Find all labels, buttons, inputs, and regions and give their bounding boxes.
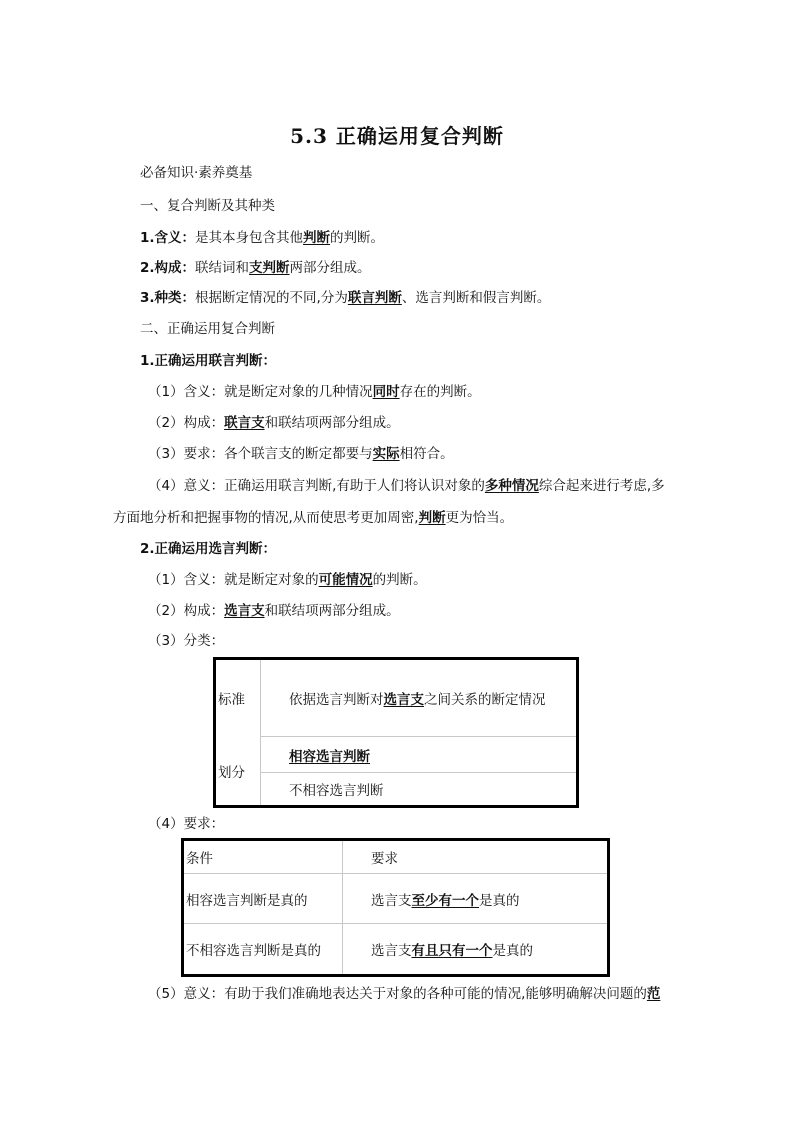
- classification-table: [213, 657, 579, 808]
- header-requirement: 要求: [371, 851, 398, 867]
- definition-text-end: 的判断。: [330, 230, 385, 246]
- row1-requirement-keyword: 至少有一个: [411, 892, 479, 909]
- disjunctive-heading: 2.正确运用选言判断：: [140, 541, 277, 557]
- kinds-label: 3.种类：: [140, 290, 196, 306]
- definition-keyword: 判断: [303, 230, 331, 246]
- section-header: 必备知识·素养奠基: [140, 165, 253, 181]
- conjunctive-requirement: （3）要求：各个联言支的断定都要与实际相符合。: [148, 446, 454, 462]
- standard-keyword: 选言支: [383, 692, 424, 708]
- heading-correct-use: 二、正确运用复合判断: [140, 321, 275, 337]
- definition-line: [140, 228, 384, 248]
- disjunctive-composition: （2）构成：选言支和联结项两部分组成。: [148, 603, 400, 619]
- composition-keyword: 支判断: [249, 260, 290, 276]
- kinds-text-end: 、选言判断和假言判断。: [401, 290, 551, 306]
- conjunctive-composition-keyword: 联言支: [224, 415, 265, 431]
- requirements-table: [181, 838, 610, 977]
- kinds-line: [140, 288, 550, 308]
- conjunctive-significance: （4）意义：正确运用联言判断,有助于人们将认识对象的多种情况综合起来进行考虑,多: [148, 478, 665, 494]
- disjunctive-definition-keyword: 可能情况: [318, 572, 373, 588]
- standard-label: 标准: [215, 659, 261, 737]
- kinds-text: 根据断定情况的不同,分为: [195, 290, 348, 306]
- conjunctive-significance-keyword: 多种情况: [484, 478, 539, 494]
- disjunctive-significance: （5）意义：有助于我们准确地表达关于对象的各种可能的情况,能够明确解决问题的范: [148, 986, 661, 1002]
- conjunctive-significance-keyword-2: 判断: [418, 510, 446, 526]
- conjunctive-significance-cont: 方面地分析和把握事物的情况,从而使思考更加周密,判断更为恰当。: [113, 510, 514, 526]
- page-title: 5.3 正确运用复合判断: [290, 124, 504, 148]
- disjunctive-requirement: （4）要求：: [148, 816, 225, 832]
- disjunctive-classification: （3）分类：: [148, 633, 225, 649]
- disjunctive-composition-keyword: 选言支: [224, 603, 265, 619]
- conjunctive-heading: 1.正确运用联言判断：: [140, 353, 277, 369]
- composition-text-end: 两部分组成。: [289, 260, 371, 276]
- disjunctive-significance-keyword: 范: [646, 986, 661, 1002]
- row2-requirement: 选言支有且只有一个是真的: [343, 924, 609, 976]
- row1-requirement: 选言支至少有一个是真的: [343, 874, 609, 924]
- header-condition: 条件: [183, 840, 343, 874]
- conjunctive-definition-keyword: 同时: [372, 384, 400, 400]
- definition-text: 是其本身包含其他: [195, 230, 304, 246]
- composition-label: 2.构成：: [140, 260, 196, 276]
- definition-label: 1.含义：: [140, 230, 196, 246]
- compatible-disjunctive: 相容选言判断: [261, 737, 578, 773]
- division-label: 划分: [215, 737, 261, 807]
- row2-requirement-keyword: 有且只有一个: [411, 943, 493, 959]
- heading-compound-judgment: 一、复合判断及其种类: [140, 198, 275, 214]
- conjunctive-composition: （2）构成：联言支和联结项两部分组成。: [148, 415, 400, 431]
- conjunctive-definition: （1）含义：就是断定对象的几种情况同时存在的判断。: [148, 384, 481, 400]
- conjunctive-requirement-keyword: 实际: [372, 446, 400, 462]
- disjunctive-definition: （1）含义：就是断定对象的可能情况的判断。: [148, 572, 427, 588]
- incompatible-disjunctive: 不相容选言判断: [261, 773, 578, 807]
- row2-condition: 不相容选言判断是真的: [183, 924, 343, 976]
- kinds-keyword: 联言判断: [347, 290, 402, 306]
- standard-text: 依据选言判断对选言支之间关系的断定情况: [289, 692, 546, 708]
- row1-condition: 相容选言判断是真的: [183, 874, 343, 924]
- composition-text: 联结词和: [195, 260, 250, 276]
- composition-line: [140, 258, 371, 278]
